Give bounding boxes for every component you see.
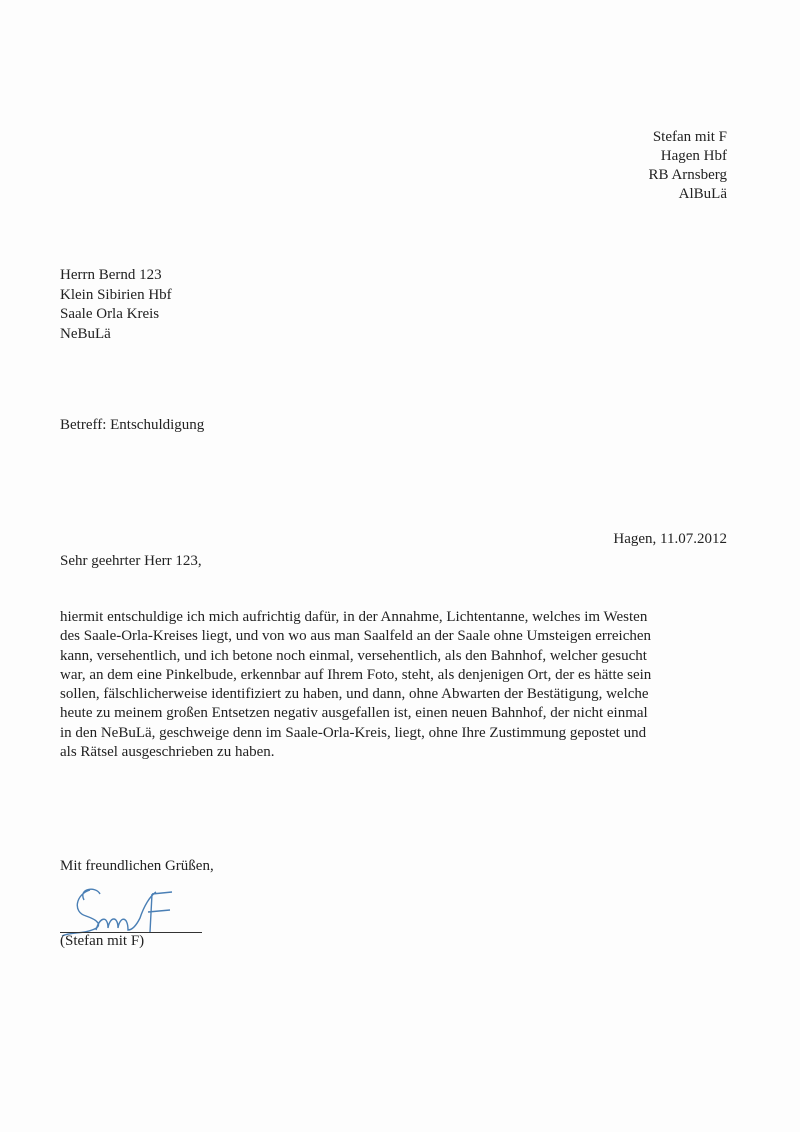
recipient-region: Saale Orla Kreis (60, 306, 160, 322)
letter-body (60, 608, 651, 762)
subject-line: Betreff: Entschuldigung (60, 417, 205, 433)
closing: Mit freundlichen Grüßen, (60, 858, 214, 874)
recipient-address (60, 266, 172, 344)
body-line: war, an dem eine Pinkelbude, erkennbar auf Ihrem Foto, steht, als denjenigen Ort, der es hätte sein (60, 666, 652, 683)
sender-address (649, 128, 727, 204)
body-line: des Saale-Orla-Kreises liegt, und von wo aus man Saalfeld an der Saale ohne Umsteigen erreichen (60, 628, 652, 645)
body-line: kann, versehentlich, und ich betone noch einmal, versehentlich, als den Bahnhof, welcher gesucht (60, 647, 647, 664)
sender-station: Hagen Hbf (660, 148, 727, 164)
recipient-area: NeBuLä (60, 325, 111, 342)
letter-date: Hagen, 11.07.2012 (613, 531, 727, 547)
body-line: hiermit entschuldige ich mich aufrichtig dafür, in der Annahme, Lichtentanne, welches im Westen (60, 609, 648, 625)
body-line: als Rätsel ausgeschrieben zu haben. (60, 744, 275, 761)
salutation: Sehr geehrter Herr 123, (60, 553, 202, 569)
recipient-name: Herrn Bernd 123 (60, 267, 162, 283)
sender-region: RB Arnsberg (648, 167, 727, 183)
sender-area: AlBuLä (678, 186, 727, 202)
signature-icon (56, 886, 206, 936)
body-line: sollen, fälschlicherweise identifiziert zu haben, und dann, ohne Abwarten der Bestätigung, welche (60, 686, 649, 703)
body-line: heute zu meinem großen Entsetzen negativ ausgefallen ist, einen neuen Bahnhof, der nicht einmal (60, 705, 648, 722)
recipient-station: Klein Sibirien Hbf (60, 286, 172, 303)
printed-name: (Stefan mit F) (60, 933, 145, 949)
body-line: in den NeBuLä, geschweige denn im Saale-Orla-Kreis, liegt, ohne Ihre Zustimmung gepostet und (60, 724, 647, 741)
sender-name: Stefan mit F (652, 129, 727, 145)
